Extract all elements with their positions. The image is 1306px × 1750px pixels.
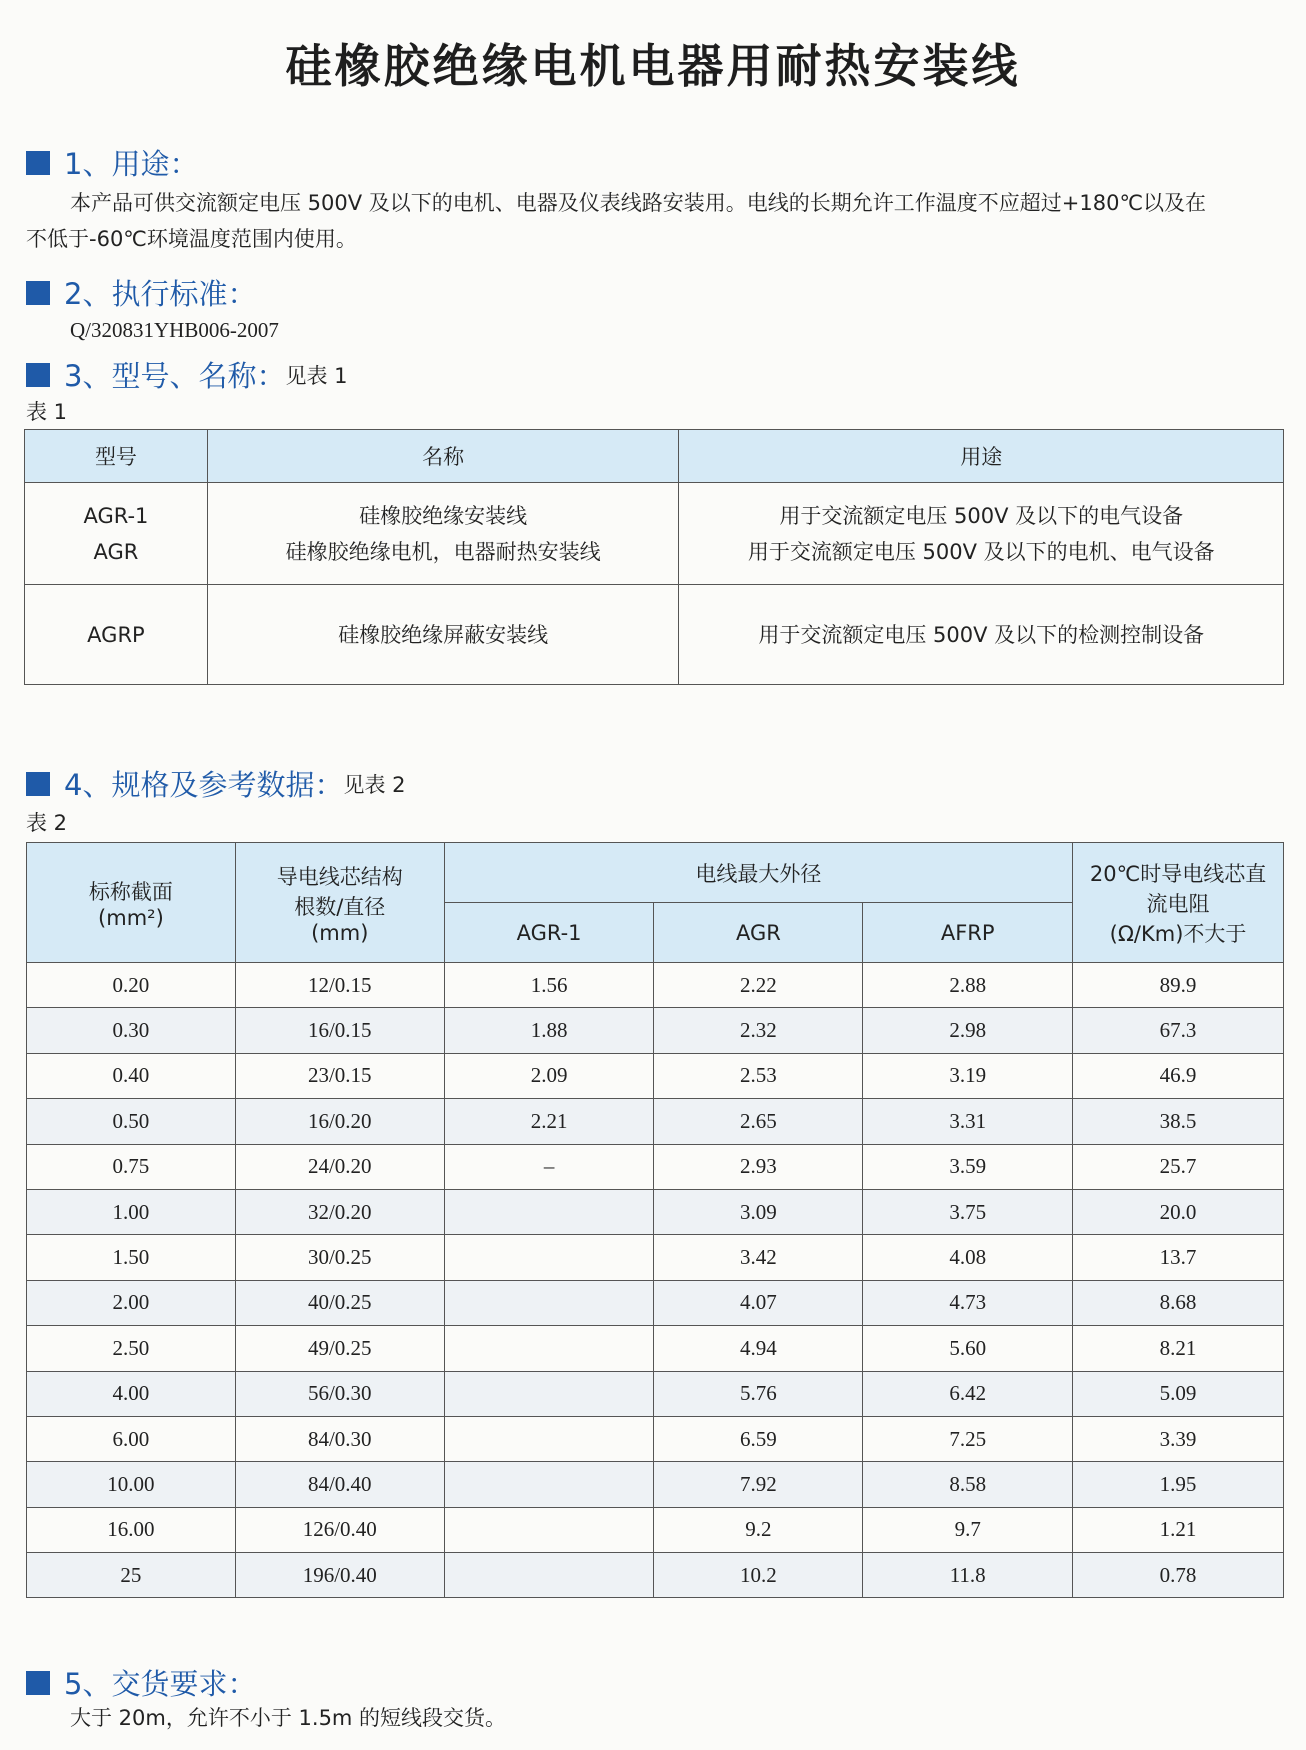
table-row [27, 963, 1284, 1008]
cell-resistance: 67.3 [1073, 1008, 1284, 1053]
section-note: 见表 1 [285, 363, 348, 388]
cell-section: 0.40 [27, 1053, 236, 1098]
model-agr: AGR [93, 539, 139, 564]
cell-resistance: 1.95 [1073, 1462, 1284, 1507]
cell-afrp: 8.58 [863, 1462, 1073, 1507]
cell-resistance: 89.9 [1073, 963, 1284, 1008]
section-marker-icon [26, 281, 50, 305]
cell-agr: 9.2 [654, 1507, 863, 1552]
cell-agr1 [444, 1416, 654, 1461]
header-name: 名称 [207, 430, 679, 483]
cell-agr1 [444, 1189, 654, 1234]
cell-section: 25 [27, 1553, 236, 1598]
cell-agr1 [444, 1371, 654, 1416]
header-agr1: AGR-1 [444, 903, 654, 963]
header-text: 标称截面 [88, 879, 173, 904]
cell-use: 用于交流额定电压 500V 及以下的检测控制设备 [679, 585, 1284, 685]
cell-resistance: 20.0 [1073, 1189, 1284, 1234]
cell-afrp: 2.98 [863, 1008, 1073, 1053]
header-section [27, 843, 236, 963]
cell-agr: 10.2 [654, 1553, 863, 1598]
cell-name [207, 483, 679, 585]
section-standard-heading [26, 272, 256, 313]
cell-agr: 2.53 [654, 1053, 863, 1098]
cell-core: 24/0.20 [235, 1144, 444, 1189]
cell-resistance: 46.9 [1073, 1053, 1284, 1098]
cell-core: 23/0.15 [235, 1053, 444, 1098]
model-agr1: AGR-1 [83, 503, 149, 528]
cell-agr: 2.93 [654, 1144, 863, 1189]
table1-label: 表 1 [26, 400, 68, 424]
cell-section: 6.00 [27, 1416, 236, 1461]
cell-use [679, 483, 1284, 585]
table-row [27, 1053, 1284, 1098]
cell-afrp: 2.88 [863, 963, 1073, 1008]
cell-section: 0.30 [27, 1008, 236, 1053]
cell-afrp: 3.31 [863, 1099, 1073, 1144]
cell-agr1: 2.21 [444, 1099, 654, 1144]
section-title: 1、用途： [64, 147, 199, 181]
table-row [27, 1553, 1284, 1598]
table-row [27, 1189, 1284, 1234]
cell-afrp: 3.59 [863, 1144, 1073, 1189]
delivery-text: 大于 20m，允许不小于 1.5m 的短线段交货。 [70, 1706, 507, 1730]
section-title: 3、型号、名称： [64, 359, 286, 393]
section-title: 4、规格及参考数据： [64, 768, 344, 802]
section-title: 2、执行标准： [64, 277, 257, 311]
cell-agr: 3.09 [654, 1189, 863, 1234]
name-line: 硅橡胶绝缘电机，电器耐热安装线 [285, 539, 601, 564]
section-usage-heading [26, 142, 198, 183]
cell-section: 0.50 [27, 1099, 236, 1144]
table-row [27, 1144, 1284, 1189]
cell-section: 16.00 [27, 1507, 236, 1552]
cell-afrp: 3.75 [863, 1189, 1073, 1234]
cell-core: 40/0.25 [235, 1280, 444, 1325]
header-resistance [1073, 843, 1284, 963]
table-row [27, 1235, 1284, 1280]
header-text: 流电阻 [1146, 891, 1210, 916]
cell-core: 84/0.30 [235, 1416, 444, 1461]
cell-core: 84/0.40 [235, 1462, 444, 1507]
cell-agr1 [444, 1462, 654, 1507]
cell-afrp: 6.42 [863, 1371, 1073, 1416]
page-title: 硅橡胶绝缘电机电器用耐热安装线 [285, 39, 1021, 93]
cell-section: 1.50 [27, 1235, 236, 1280]
header-model: 型号 [25, 430, 208, 483]
cell-afrp: 4.08 [863, 1235, 1073, 1280]
cell-agr1: 1.56 [444, 963, 654, 1008]
cell-resistance: 8.21 [1073, 1326, 1284, 1371]
cell-section: 0.75 [27, 1144, 236, 1189]
cell-agr: 6.59 [654, 1416, 863, 1461]
header-agr: AGR [654, 903, 863, 963]
cell-core: 16/0.20 [235, 1099, 444, 1144]
section-title: 5、交货要求： [64, 1667, 257, 1701]
cell-section: 0.20 [27, 963, 236, 1008]
cell-afrp: 7.25 [863, 1416, 1073, 1461]
header-use: 用途 [679, 430, 1284, 483]
section-marker-icon [26, 1671, 50, 1695]
table-row [27, 1280, 1284, 1325]
cell-core: 12/0.15 [235, 963, 444, 1008]
cell-agr1: 1.88 [444, 1008, 654, 1053]
cell-agr1 [444, 1326, 654, 1371]
cell-agr1: 2.09 [444, 1053, 654, 1098]
cell-afrp: 9.7 [863, 1507, 1073, 1552]
cell-agr: 2.32 [654, 1008, 863, 1053]
cell-resistance: 25.7 [1073, 1144, 1284, 1189]
table2-label: 表 2 [26, 811, 68, 835]
usage-text-line2: 不低于-60℃环境温度范围内使用。 [26, 227, 357, 251]
table-specs [26, 842, 1284, 1598]
cell-model [25, 483, 208, 585]
cell-agr1: – [444, 1144, 654, 1189]
cell-core: 32/0.20 [235, 1189, 444, 1234]
cell-afrp: 3.19 [863, 1053, 1073, 1098]
cell-model: AGRP [25, 585, 208, 685]
cell-agr: 2.65 [654, 1099, 863, 1144]
cell-core: 30/0.25 [235, 1235, 444, 1280]
section-marker-icon [26, 363, 50, 387]
header-core [235, 843, 444, 963]
section-model-heading [26, 354, 348, 395]
table-row [27, 1507, 1284, 1552]
header-afrp: AFRP [863, 903, 1073, 963]
cell-resistance: 5.09 [1073, 1371, 1284, 1416]
usage-text-line1: 本产品可供交流额定电压 500V 及以下的电机、电器及仪表线路安装用。电线的长期允许工作温度不应超过+180℃以及在 [70, 191, 1207, 215]
cell-agr1 [444, 1235, 654, 1280]
section-marker-icon [26, 772, 50, 796]
table-row [25, 585, 1284, 685]
cell-agr1 [444, 1280, 654, 1325]
cell-section: 2.50 [27, 1326, 236, 1371]
cell-resistance: 38.5 [1073, 1099, 1284, 1144]
cell-core: 16/0.15 [235, 1008, 444, 1053]
cell-afrp: 4.73 [863, 1280, 1073, 1325]
table-row [27, 1416, 1284, 1461]
header-unit: (mm) [311, 920, 369, 945]
cell-agr: 4.94 [654, 1326, 863, 1371]
name-line: 硅橡胶绝缘安装线 [359, 503, 528, 528]
use-line: 用于交流额定电压 500V 及以下的电气设备 [779, 503, 1184, 528]
cell-section: 10.00 [27, 1462, 236, 1507]
cell-core: 49/0.25 [235, 1326, 444, 1371]
cell-name: 硅橡胶绝缘屏蔽安装线 [207, 585, 679, 685]
header-text: 根数/直径 [294, 894, 386, 919]
table-models [24, 429, 1284, 685]
cell-core: 196/0.40 [235, 1553, 444, 1598]
table-row [27, 1462, 1284, 1507]
table-row [27, 1371, 1284, 1416]
table-header-row [25, 430, 1284, 483]
table-row [27, 1326, 1284, 1371]
cell-section: 1.00 [27, 1189, 236, 1234]
table-header-row [27, 843, 1284, 903]
cell-core: 126/0.40 [235, 1507, 444, 1552]
cell-resistance: 3.39 [1073, 1416, 1284, 1461]
header-unit: (Ω/Km)不大于 [1109, 921, 1247, 946]
section-spec-heading [26, 763, 406, 804]
cell-agr: 7.92 [654, 1462, 863, 1507]
table-row [27, 1099, 1284, 1144]
table-row [27, 1008, 1284, 1053]
cell-agr: 4.07 [654, 1280, 863, 1325]
header-text: 20℃时导电线芯直 [1089, 861, 1267, 886]
cell-agr: 5.76 [654, 1371, 863, 1416]
cell-agr1 [444, 1507, 654, 1552]
header-diameter: 电线最大外径 [444, 843, 1072, 903]
cell-afrp: 11.8 [863, 1553, 1073, 1598]
section-marker-icon [26, 151, 50, 175]
section-note: 见表 2 [343, 772, 406, 797]
cell-section: 2.00 [27, 1280, 236, 1325]
header-text: 导电线芯结构 [276, 864, 403, 889]
standard-code: Q/320831YHB006-2007 [70, 318, 279, 342]
cell-agr1 [444, 1553, 654, 1598]
use-line: 用于交流额定电压 500V 及以下的电机、电气设备 [747, 539, 1215, 564]
cell-section: 4.00 [27, 1371, 236, 1416]
cell-afrp: 5.60 [863, 1326, 1073, 1371]
cell-agr: 3.42 [654, 1235, 863, 1280]
cell-core: 56/0.30 [235, 1371, 444, 1416]
cell-resistance: 0.78 [1073, 1553, 1284, 1598]
section-delivery-heading [26, 1662, 256, 1703]
table-row [25, 483, 1284, 585]
cell-resistance: 8.68 [1073, 1280, 1284, 1325]
cell-resistance: 13.7 [1073, 1235, 1284, 1280]
cell-agr: 2.22 [654, 963, 863, 1008]
header-unit: (mm²) [98, 905, 164, 930]
cell-resistance: 1.21 [1073, 1507, 1284, 1552]
